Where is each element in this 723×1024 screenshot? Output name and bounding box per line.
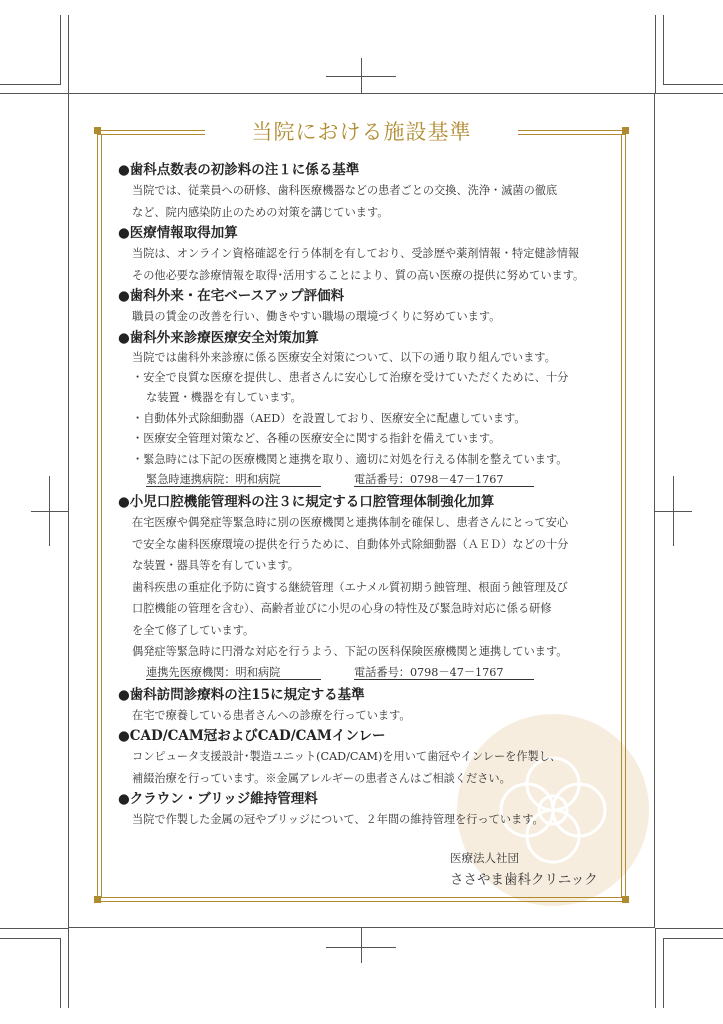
gold-corner-square bbox=[94, 896, 101, 903]
section-heading: ●小児口腔機能管理料の注３に規定する口腔管理体制強化加算 bbox=[118, 494, 495, 510]
contact-phone: 電話番号：0798－47－1767 bbox=[354, 470, 534, 487]
gold-corner-square bbox=[94, 127, 101, 134]
crop-mark bbox=[361, 58, 362, 93]
crop-mark bbox=[68, 15, 69, 93]
crop-mark bbox=[655, 93, 723, 94]
gold-frame-top-left-inner bbox=[98, 134, 205, 135]
gold-frame-bottom bbox=[98, 897, 625, 898]
section-text: コンピュータ支援設計･製造ユニット(CAD/CAM)を用いて歯冠やインレーを作製し、 bbox=[132, 750, 562, 763]
section-text: 職員の賃金の改善を行い、働きやすい職場の環境づくりに努めています。 bbox=[132, 310, 501, 323]
crop-mark bbox=[655, 928, 723, 929]
gold-frame-right bbox=[625, 130, 626, 901]
section-text: 口腔機能の管理を含む）、高齢者並びに小児の心身の特性及び緊急時対応に係る研修 bbox=[132, 602, 552, 615]
content bbox=[118, 160, 618, 831]
section-heading: ●医療情報取得加算 bbox=[118, 225, 238, 241]
section-text: で安全な歯科医療環境の提供を行うために、自動体外式除細動器（ＡＥＤ）などの十分 bbox=[132, 537, 569, 551]
crop-mark bbox=[361, 928, 362, 963]
gold-frame-top-left bbox=[98, 130, 205, 131]
section-text: 在宅医療や偶発症等緊急時に別の医療機関と連携体制を確保し、患者さんにとって安心 bbox=[132, 516, 569, 529]
section-text: その他必要な診療情報を取得･活用することにより、質の高い医療の提供に努めています。 bbox=[132, 268, 585, 282]
section-initial-visit bbox=[118, 160, 618, 223]
crop-mark bbox=[0, 938, 60, 939]
crop-mark bbox=[0, 928, 68, 929]
section-text: な装置・器具等を有しています。 bbox=[132, 559, 299, 572]
gold-frame-left-inner bbox=[101, 134, 102, 897]
contact-phone: 電話番号：0798－47－1767 bbox=[354, 663, 534, 680]
crop-mark bbox=[655, 928, 656, 1008]
crop-mark bbox=[60, 15, 61, 85]
bullet-item: ・安全で良質な医療を提供し、患者さんに安心して治療を受けていただくために、十分 bbox=[132, 370, 569, 384]
contact-label: 連携先医療機関：明和病院 bbox=[146, 663, 321, 680]
bullet-item: ・緊急時には下記の医療機関と連携を取り、適切に対処を行える体制を整えています。 bbox=[132, 452, 568, 466]
section-heading: ●歯科外来・在宅ベースアップ評価料 bbox=[118, 288, 345, 304]
section-text: 当院では歯科外来診療に係る医療安全対策について、以下の通り取り組んでいます。 bbox=[132, 350, 556, 364]
crop-mark bbox=[60, 938, 61, 1008]
gold-corner-square bbox=[622, 127, 629, 134]
signature-org: 医療法人社団 bbox=[450, 851, 519, 865]
signature bbox=[450, 848, 598, 890]
section-text: など、院内感染防止のための対策を講じています。 bbox=[132, 205, 389, 219]
crop-mark bbox=[663, 84, 723, 85]
contact-row bbox=[118, 663, 618, 685]
section-medical-info bbox=[118, 223, 618, 286]
bullet-item: な装置・機器を有しています。 bbox=[146, 391, 302, 404]
contact-label: 緊急時連携病院：明和病院 bbox=[146, 470, 321, 487]
crop-mark bbox=[673, 476, 674, 546]
section-base-up bbox=[118, 286, 618, 328]
bullet-item: ・自動体外式除細動器（AED）を設置しており、医療安全に配慮しています。 bbox=[132, 411, 526, 425]
section-crown-bridge bbox=[118, 789, 618, 831]
section-pediatric bbox=[118, 492, 618, 685]
section-text: 在宅で療養している患者さんへの診療を行っています。 bbox=[132, 708, 411, 722]
page-title: 当院における施設基準 bbox=[251, 120, 472, 144]
section-heading: ●歯科点数表の初診料の注１に係る基準 bbox=[118, 162, 360, 178]
section-text: 偶発症等緊急時に円滑な対応を行うよう、下記の医科保険医療機関と連携しています。 bbox=[132, 645, 568, 658]
gold-frame-right-inner bbox=[621, 134, 622, 897]
section-heading: ●歯科外来診療医療安全対策加算 bbox=[118, 329, 319, 346]
section-heading: ●クラウン・ブリッジ維持管理料 bbox=[118, 791, 318, 807]
section-text: 当院では、従業員への研修、歯科医療機器などの患者ごとの交換、洗浄・滅菌の徹底 bbox=[132, 184, 558, 197]
gold-frame-top-right bbox=[518, 130, 625, 131]
crop-mark bbox=[0, 93, 68, 94]
section-safety bbox=[118, 328, 618, 493]
crop-mark bbox=[663, 938, 664, 1008]
section-text: 当院で作製した金属の冠やブリッジについて、２年間の維持管理を行っています。 bbox=[132, 813, 544, 826]
section-heading: ●CAD/CAM冠およびCAD/CAMインレー bbox=[118, 728, 386, 744]
gold-frame-bottom-inner bbox=[98, 901, 625, 902]
signature-clinic: ささやま歯科クリニック bbox=[450, 872, 598, 888]
crop-mark bbox=[663, 938, 723, 939]
bullet-item: ・医療安全管理対策など、各種の医療安全に関する指針を備えています。 bbox=[132, 432, 501, 445]
section-cad-cam bbox=[118, 726, 618, 789]
gold-frame-left bbox=[97, 130, 98, 901]
gold-corner-square bbox=[622, 896, 629, 903]
crop-mark bbox=[49, 476, 50, 546]
gold-frame-top-right-inner bbox=[518, 134, 625, 135]
crop-mark bbox=[0, 84, 60, 85]
section-heading: ●歯科訪問診療料の注15に規定する基準 bbox=[118, 686, 365, 703]
section-text: 歯科疾患の重症化予防に資する継続管理（エナメル質初期う蝕管理、根面う蝕管理及び bbox=[132, 580, 568, 594]
section-text: 当院は、オンライン資格確認を行う体制を有しており、受診歴や薬剤情報・特定健診情報 bbox=[132, 247, 580, 260]
section-home-visit bbox=[118, 685, 618, 727]
section-text: 補綴治療を行っています。※金属アレルギーの患者さんはご相談ください。 bbox=[132, 771, 511, 785]
contact-row bbox=[118, 470, 618, 492]
crop-mark bbox=[655, 15, 656, 93]
crop-mark bbox=[663, 15, 664, 85]
crop-mark bbox=[68, 928, 69, 1008]
section-text: を全て修了しています。 bbox=[132, 623, 255, 637]
